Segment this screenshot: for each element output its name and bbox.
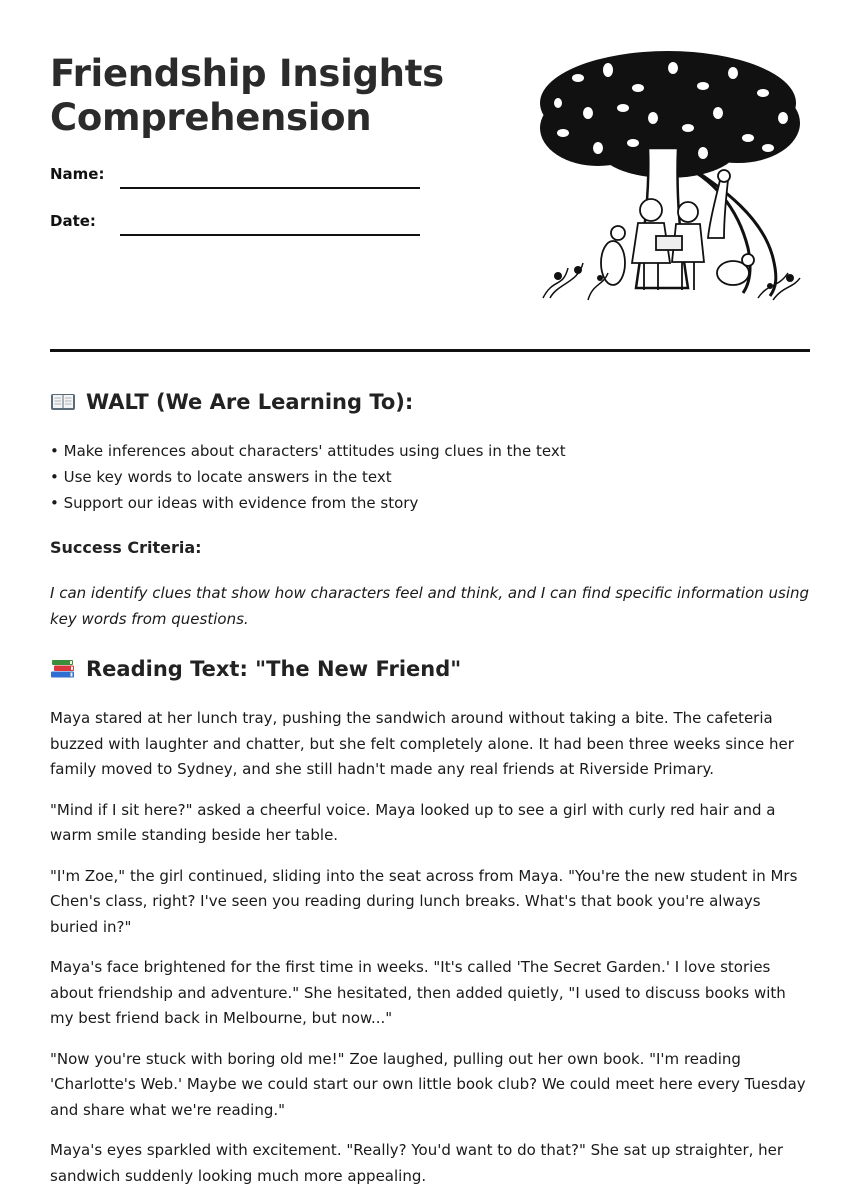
name-field[interactable] [50,165,420,195]
story-paragraph: "Mind if I sit here?" asked a cheerful voice. Maya looked up to see a girl with curly red hair and a warm smile standing beside her table. [50,800,776,844]
success-criteria-heading: Success Criteria: [50,538,202,557]
story-paragraph: "Now you're stuck with boring old me!" Zoe laughed, pulling out her own book. "I'm reading 'Charlotte's Web.' Maybe we could start our own little book club? We could meet here every Tuesday and share what we're reading." [50,1049,806,1119]
date-field[interactable] [50,212,420,242]
success-criteria-text: I can identify clues that show how characters feel and think, and I can find specific information using key words from questions. [50,584,810,628]
date-label: Date: [50,212,96,230]
reading-text-heading [50,657,461,681]
stacked-books-icon [50,658,76,680]
reading-heading-text: Reading Text: "The New Friend" [86,657,462,681]
story-paragraph: Maya's face brightened for the first time in weeks. "It's called 'The Secret Garden.' I love stories about friendship and adventure." She hesitated, then added quietly, "I used to discuss books with my best friend back in Melbourne, but now..." [50,958,786,1027]
name-label: Name: [50,165,105,183]
walt-list [50,438,566,516]
tree-girls-reading-illustration [538,48,804,306]
name-writing-line[interactable] [120,187,420,189]
walt-item: • Make inferences about characters' attitudes using clues in the text [50,438,566,464]
story-paragraph: "I'm Zoe," the girl continued, sliding into the seat across from Maya. "You're the new student in Mrs Chen's class, right? I've seen you reading during lunch breaks. What's that book you're always buried in?" [50,866,798,936]
worksheet-header [50,0,810,352]
open-book-icon [50,391,76,413]
worksheet-page [50,0,810,1185]
story-text [50,706,810,1204]
walt-heading-text: WALT (We Are Learning To): [86,390,414,414]
date-writing-line[interactable] [120,234,420,236]
walt-item: • Use key words to locate answers in the text [50,464,566,490]
walt-heading [50,390,413,414]
title-line-2: Comprehension [50,96,372,139]
page-title [50,52,510,140]
story-paragraph: Maya stared at her lunch tray, pushing the sandwich around without taking a bite. The cafeteria buzzed with laughter and chatter, but she felt completely alone. It had been three weeks since her family moved to Sydney, and she still hadn't made any real friends at Riverside Primary. [50,709,794,778]
walt-item: • Support our ideas with evidence from the story [50,490,566,516]
story-paragraph: Maya's eyes sparkled with excitement. "Really? You'd want to do that?" She sat up straighter, her sandwich suddenly looking much more appealing. [50,1141,784,1185]
title-line-1: Friendship Insights [50,52,444,95]
